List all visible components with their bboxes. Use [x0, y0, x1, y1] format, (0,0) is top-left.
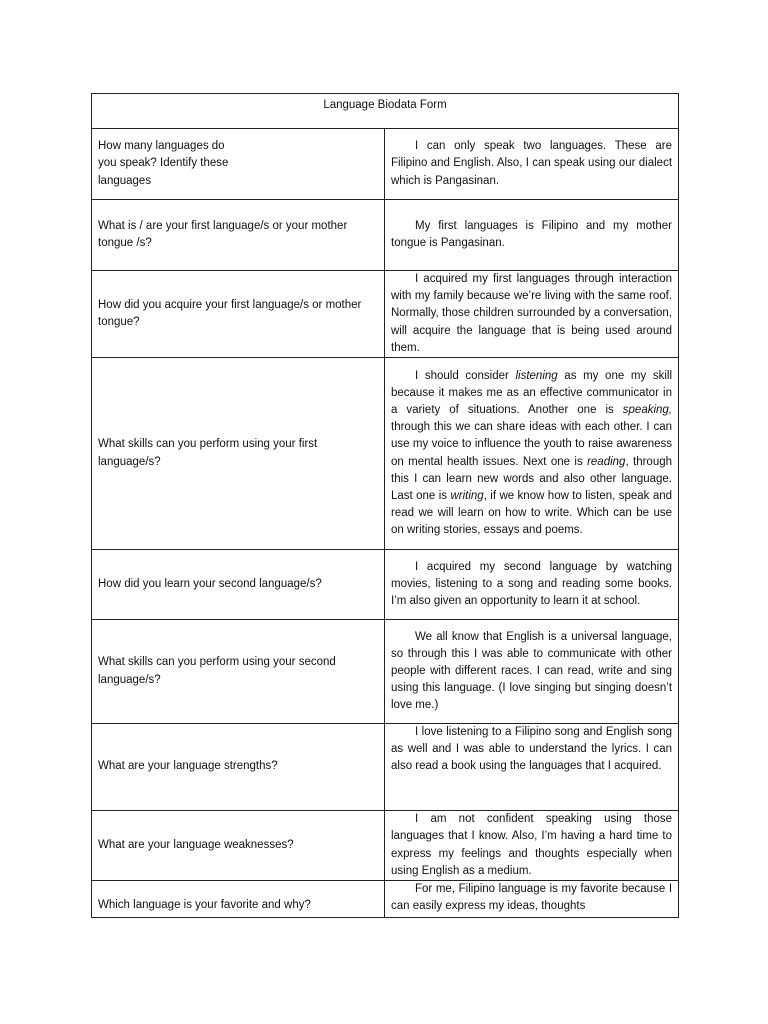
question-cell: How did you acquire your first language/s or mother tongue? [92, 271, 385, 358]
skill-speaking: speaking, [622, 403, 673, 416]
answer-cell: I can only speak two languages. These are Filipino and English. Also, I can speak using our dialect which is Pangasinan. [385, 129, 679, 200]
question-cell: What are your language weaknesses? [92, 811, 385, 881]
question-cell: What are your language strengths? [92, 724, 385, 811]
answer-text: , through this I can learn new words and also other language. Last one is [391, 455, 673, 502]
answer-cell: I acquired my first languages through interaction with my family because we’re living with the same roof. Normally, those children surrounded by a conversation, will acquire the language that is being used around them. [385, 271, 679, 358]
table-row [92, 620, 679, 724]
answer-cell: My first languages is Filipino and my mother tongue is Pangasinan. [385, 200, 679, 271]
question-cell: What is / are your first language/s or your mother tongue /s? [92, 200, 385, 271]
answer-cell: I am not confident speaking using those languages that I know. Also, I’m having a hard time to express my feelings and thoughts especially when using English as a medium. [385, 811, 679, 881]
table-row [92, 200, 679, 271]
table-row [92, 881, 679, 918]
table-row [92, 550, 679, 620]
table-row [92, 724, 679, 811]
table-row [92, 358, 679, 550]
skill-listening: listening [515, 369, 558, 382]
answer-cell [385, 881, 679, 918]
answer-cell: I love listening to a Filipino song and English song as well and I was able to understand the lyrics. I can also read a book using the languages that I acquired. [385, 724, 679, 811]
question-cell: Which language is your favorite and why? [92, 881, 385, 918]
question-cell: What skills can you perform using your first language/s? [92, 358, 385, 550]
answer-text: through this we can share ideas with each other. I can use my voice to influence the youth to raise awareness on mental health issues. Next one is [391, 421, 673, 468]
table-row [92, 129, 679, 200]
table-row [92, 811, 679, 881]
skill-reading: reading [587, 455, 626, 468]
title-row [92, 94, 679, 129]
language-biodata-form [91, 93, 679, 918]
question-cell: How did you learn your second language/s? [92, 550, 385, 620]
form-title: Language Biodata Form [92, 94, 679, 129]
answer-text: , if we know how to listen, speak and read we will learn on how to write. Which can be use on writing stories, essays and poems. [391, 489, 673, 537]
answer-cell: We all know that English is a universal language, so through this I was able to communicate with other people with different races. I can read, write and sing using this language. (I love singing but singing doesn’t love me.) [385, 620, 679, 724]
answer-cell: I acquired my second language by watching movies, listening to a song and reading some books. I’m also given an opportunity to learn it at school. [385, 550, 679, 620]
question-cell: What skills can you perform using your second language/s? [92, 620, 385, 724]
answer-cell [385, 358, 679, 550]
table-row [92, 271, 679, 358]
answer-text: as my one my skill because it makes me as an effective communicator in a variety of situations. Another one is [391, 369, 673, 416]
question-cell: How many languages do you speak? Identify these languages [92, 129, 385, 200]
skill-writing: writing [450, 489, 484, 502]
answer-text: For me, Filipino language is my favorite because I can easily express my ideas, thoughts [391, 883, 673, 913]
answer-text: I should consider [415, 369, 516, 382]
